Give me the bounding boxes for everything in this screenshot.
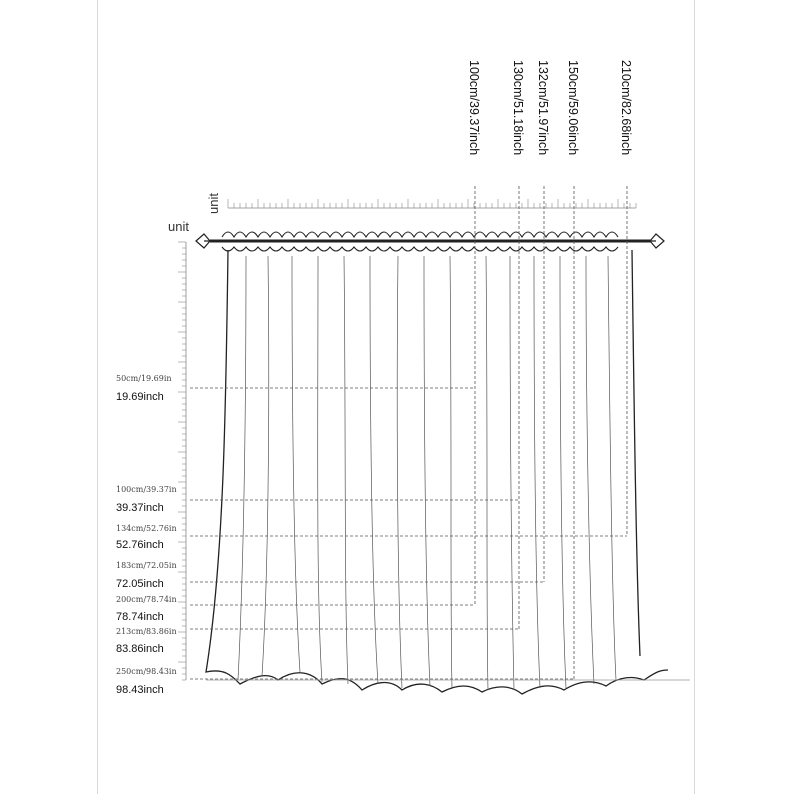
top-ruler — [228, 199, 636, 208]
width-label-150: 150cm/59.06inch — [566, 60, 580, 156]
width-label-130: 130cm/51.18inch — [511, 60, 525, 156]
top-ruler-unit-label: unit — [206, 193, 221, 214]
length-small-100: 100cm/39.37in — [116, 485, 177, 494]
left-ruler-unit-label: unit — [168, 219, 189, 234]
length-big-134: 52.76inch — [116, 539, 164, 551]
curtain-folds — [238, 256, 616, 690]
width-label-100: 100cm/39.37inch — [467, 60, 481, 156]
length-big-213: 83.86inch — [116, 643, 164, 655]
length-small-213: 213cm/83.86in — [116, 627, 177, 636]
curtain-outline — [206, 250, 668, 694]
length-small-50: 50cm/19.69in — [116, 374, 172, 383]
left-ruler — [178, 242, 186, 680]
length-big-100: 39.37inch — [116, 502, 164, 514]
length-big-200: 78.74inch — [116, 611, 164, 623]
length-big-183: 72.05inch — [116, 578, 164, 590]
width-label-132: 132cm/51.97inch — [536, 60, 550, 156]
length-small-200: 200cm/78.74in — [116, 595, 177, 604]
width-label-210: 210cm/82.68inch — [619, 60, 633, 156]
length-big-250: 98.43inch — [116, 684, 164, 696]
length-small-183: 183cm/72.05in — [116, 561, 177, 570]
length-small-250: 250cm/98.43in — [116, 667, 177, 676]
length-small-134: 134cm/52.76in — [116, 524, 177, 533]
length-big-50: 19.69inch — [116, 391, 164, 403]
right-finial — [642, 234, 664, 248]
left-finial — [196, 234, 218, 248]
dimension-guides — [190, 186, 627, 679]
